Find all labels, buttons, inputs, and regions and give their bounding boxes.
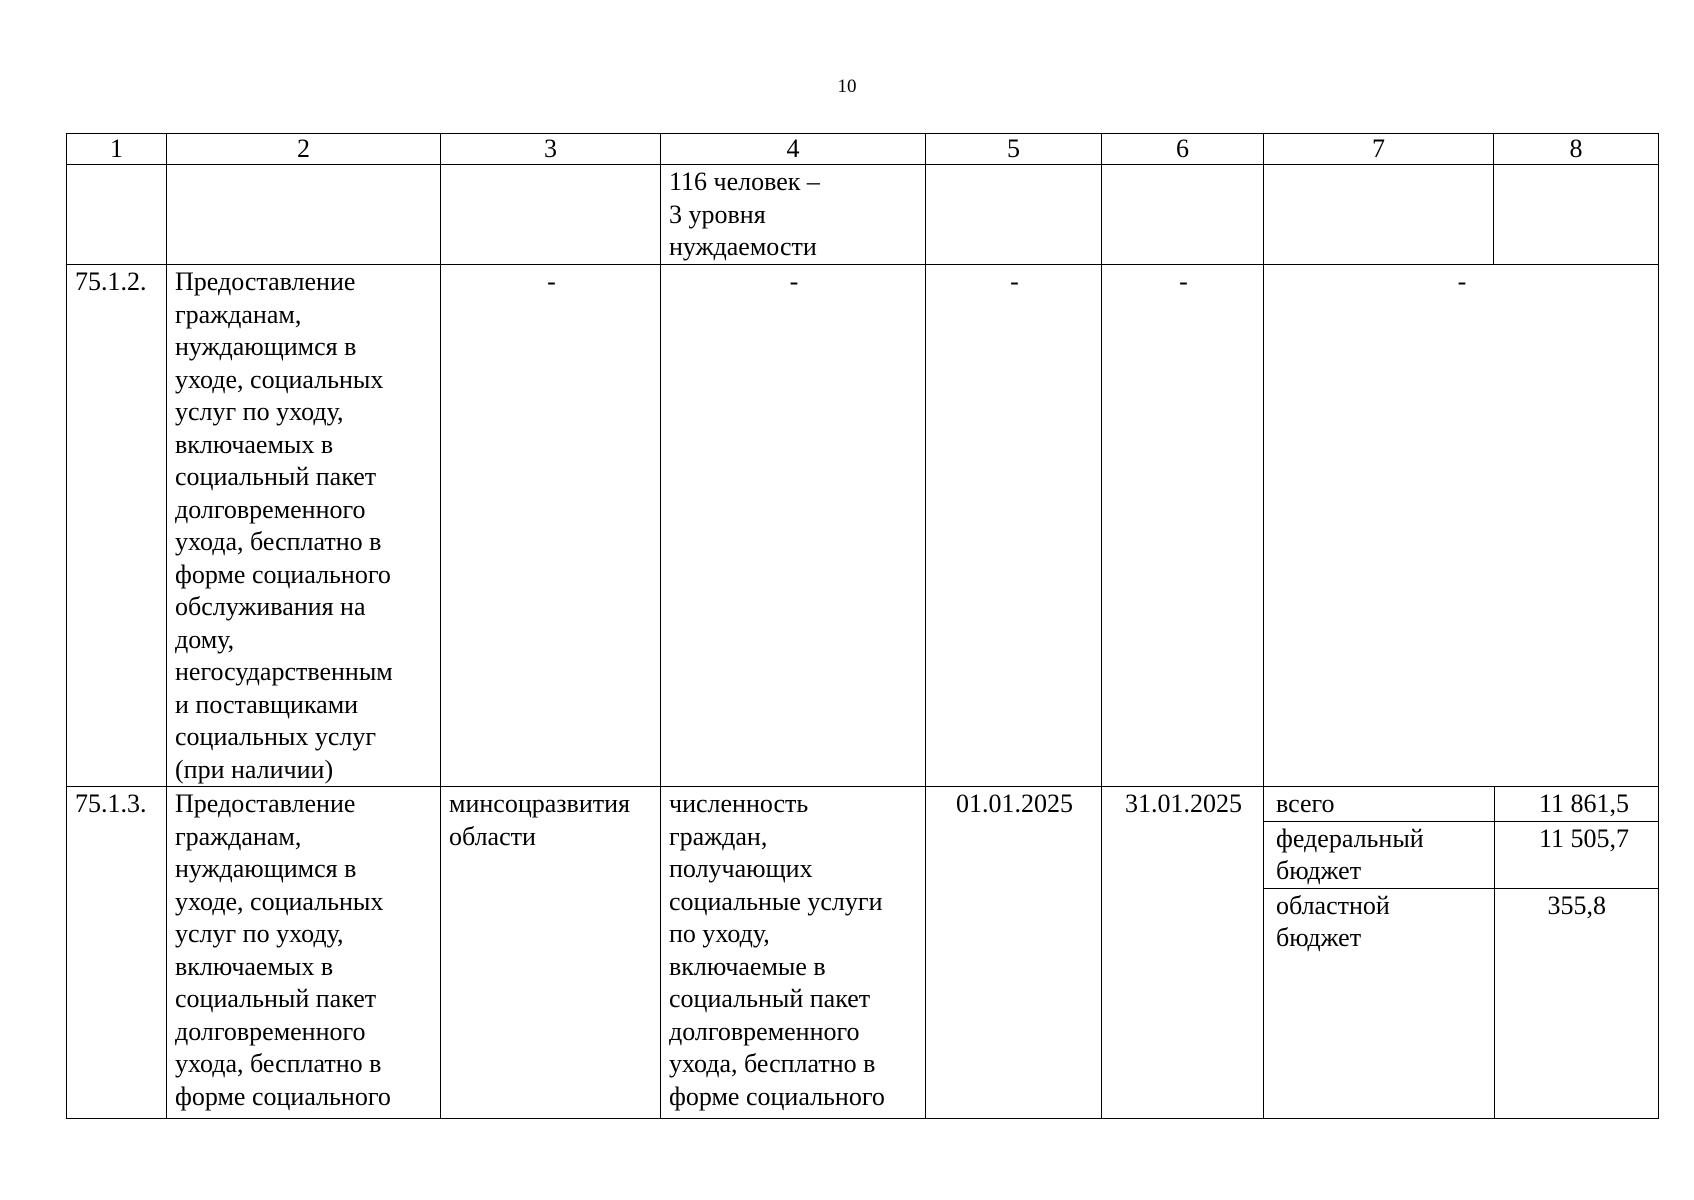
table-row-continuation — [67, 165, 1659, 265]
funding-amount: 11 505,7 — [1494, 821, 1659, 888]
funding-table — [1264, 787, 1659, 1118]
column-header-5: 5 — [926, 134, 1102, 165]
header-row — [67, 134, 1659, 165]
column-header-3: 3 — [441, 134, 661, 165]
page-number: 10 — [837, 76, 857, 97]
row-indicator: - — [661, 265, 926, 787]
program-table — [66, 133, 1659, 1119]
funding-row-total — [1264, 787, 1659, 821]
row-number: 75.1.3. — [67, 787, 167, 1119]
cell-empty — [1264, 165, 1494, 265]
continuation-indicator: 116 человек – 3 уровня нуждаемости — [661, 165, 926, 265]
cell-empty — [1494, 165, 1659, 265]
row-indicator: численность граждан, получающих социальные услуги по уходу, включаемые в социальный пакет долговременного ухода, бесплатно в форме социального — [661, 787, 926, 1119]
column-header-8: 8 — [1494, 134, 1659, 165]
row-executor: минсоцразвития области — [441, 787, 661, 1119]
funding-amount: 11 861,5 — [1494, 787, 1659, 821]
column-header-4: 4 — [661, 134, 926, 165]
column-header-7: 7 — [1264, 134, 1494, 165]
column-header-1: 1 — [67, 134, 167, 165]
row-end-date: 31.01.2025 — [1102, 787, 1264, 1119]
funding-cell — [1264, 787, 1659, 1119]
cell-empty — [1102, 165, 1264, 265]
row-description: Предоставление гражданам, нуждающимся в уходе, социальных услуг по уходу, включаемых в социальный пакет долговременного ухода, бесплатно в форме социального — [167, 787, 441, 1119]
column-header-2: 2 — [167, 134, 441, 165]
funding-amount: 355,8 — [1547, 890, 1606, 920]
cell-empty — [441, 165, 661, 265]
funding-row-regional — [1264, 888, 1659, 1118]
cell-empty — [67, 165, 167, 265]
funding-source: областной бюджет — [1264, 888, 1494, 1118]
column-header-6: 6 — [1102, 134, 1264, 165]
row-number: 75.1.2. — [67, 265, 167, 787]
funding-source: всего — [1264, 787, 1494, 821]
row-funding: - — [1264, 265, 1659, 787]
row-end-date: - — [1102, 265, 1264, 787]
row-start-date: 01.01.2025 — [926, 787, 1102, 1119]
cell-empty — [167, 165, 441, 265]
row-executor: - — [441, 265, 661, 787]
row-start-date: - — [926, 265, 1102, 787]
funding-row-federal — [1264, 821, 1659, 888]
cell-empty — [926, 165, 1102, 265]
table-row-75-1-2 — [67, 265, 1659, 787]
table-row-75-1-3 — [67, 787, 1659, 1119]
funding-source: федеральный бюджет — [1264, 821, 1494, 888]
row-description: Предоставление гражданам, нуждающимся в уходе, социальных услуг по уходу, включаемых в социальный пакет долговременного ухода, бесплатно в форме социального обслуживания на дому, негосударственным и поставщиками социальных услуг (при наличии) — [167, 265, 441, 787]
